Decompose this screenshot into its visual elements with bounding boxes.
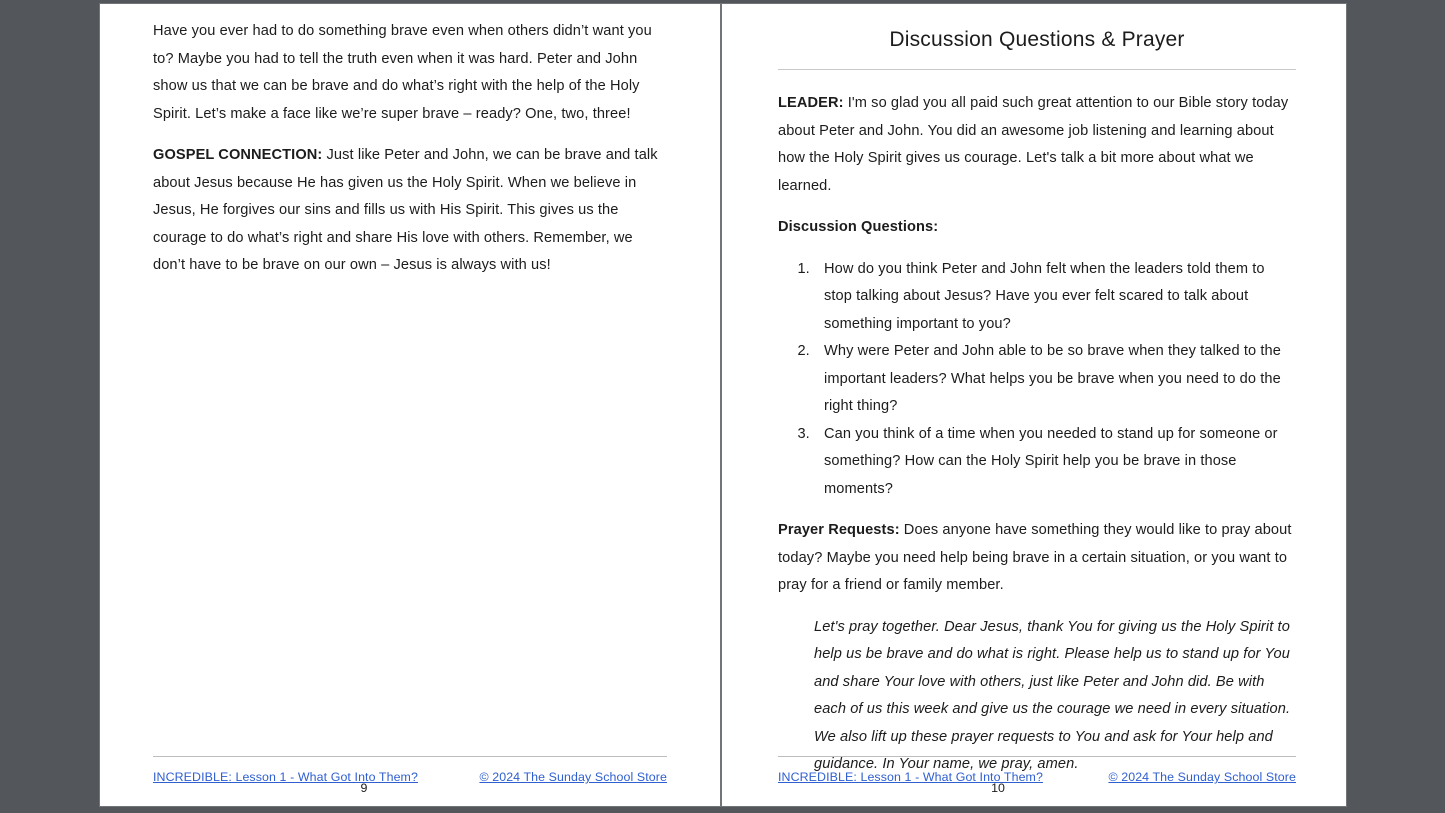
lesson-title-link[interactable]: INCREDIBLE: Lesson 1 - What Got Into Them?	[778, 770, 1043, 784]
spacer	[778, 70, 1296, 90]
list-item: 3. Can you think of a time when you needed to stand up for someone or something? How can the Holy Spirit help you be brave in those moments?	[814, 421, 1296, 504]
discussion-questions-label: Discussion Questions:	[778, 219, 939, 235]
prayer-requests-label: Prayer Requests:	[778, 522, 900, 538]
document-page-10	[722, 4, 1346, 806]
document-page-9	[100, 4, 720, 806]
prayer-requests-text: Does anyone have something they would like to pray about today? Maybe you need help being brave in a certain situation, or you want to pray for a friend or family member.	[778, 522, 1292, 593]
lesson-title-link[interactable]: INCREDIBLE: Lesson 1 - What Got Into Them?	[153, 770, 418, 784]
copyright-link[interactable]: © 2024 The Sunday School Store	[1108, 770, 1296, 784]
paragraph-leader	[778, 90, 1296, 200]
page-9-content	[153, 18, 667, 280]
discussion-questions-list	[786, 256, 1296, 504]
footer-divider	[153, 756, 667, 757]
page-number-9: 9	[360, 781, 368, 795]
page-10-content	[778, 16, 1296, 779]
page-title: Discussion Questions & Prayer	[889, 28, 1185, 51]
list-item: 2. Why were Peter and John able to be so brave when they talked to the important leaders? What helps you be brave when you need to do the right thing?	[814, 338, 1296, 421]
page-10-footer	[778, 756, 1296, 784]
leader-label: LEADER:	[778, 95, 844, 111]
paragraph-intro: Have you ever had to do something brave even when others didn’t want you to? Maybe you had to tell the truth even when it was hard. Peter and John show us that we can be brave and do what’s right with the help of the Holy Spirit. Let’s make a face like we’re super brave – ready? One, two, three!	[153, 23, 652, 122]
prayer-blockquote: Let's pray together. Dear Jesus, thank You for giving us the Holy Spirit to help us be brave and do what is right. Please help us to stand up for You and share Your love with others, just like Peter and John did. Be with each of us this week and give us the courage we need in every situation. We also lift up these prayer requests to You and ask for Your help and guidance. In Your name, we pray, amen.	[814, 618, 1291, 772]
page-number-10: 10	[991, 781, 1005, 795]
footer-divider	[778, 756, 1296, 757]
gospel-connection-text: Just like Peter and John, we can be brave and talk about Jesus because He has given us the Holy Spirit. When we believe in Jesus, He forgives our sins and fills us with His Spirit. This gives us the courage to do what’s right and share His love with others. Remember, we don’t have to be brave on our own – Jesus is always with us!	[153, 147, 658, 273]
paragraph-prayer-requests	[778, 517, 1296, 600]
list-item: 1. How do you think Peter and John felt when the leaders told them to stop talking about Jesus? Have you ever felt scared to talk about something important to you?	[814, 256, 1296, 339]
gospel-connection-label: GOSPEL CONNECTION:	[153, 147, 323, 163]
copyright-link[interactable]: © 2024 The Sunday School Store	[479, 770, 667, 784]
leader-text: I'm so glad you all paid such great attention to our Bible story today about Peter and John. You did an awesome job listening and learning about how the Holy Spirit gives us courage. Let's talk a bit more about what we learned.	[778, 95, 1289, 194]
page-9-footer	[153, 756, 667, 784]
discussion-questions-heading	[778, 214, 1296, 242]
paragraph-gospel-connection	[153, 142, 667, 280]
